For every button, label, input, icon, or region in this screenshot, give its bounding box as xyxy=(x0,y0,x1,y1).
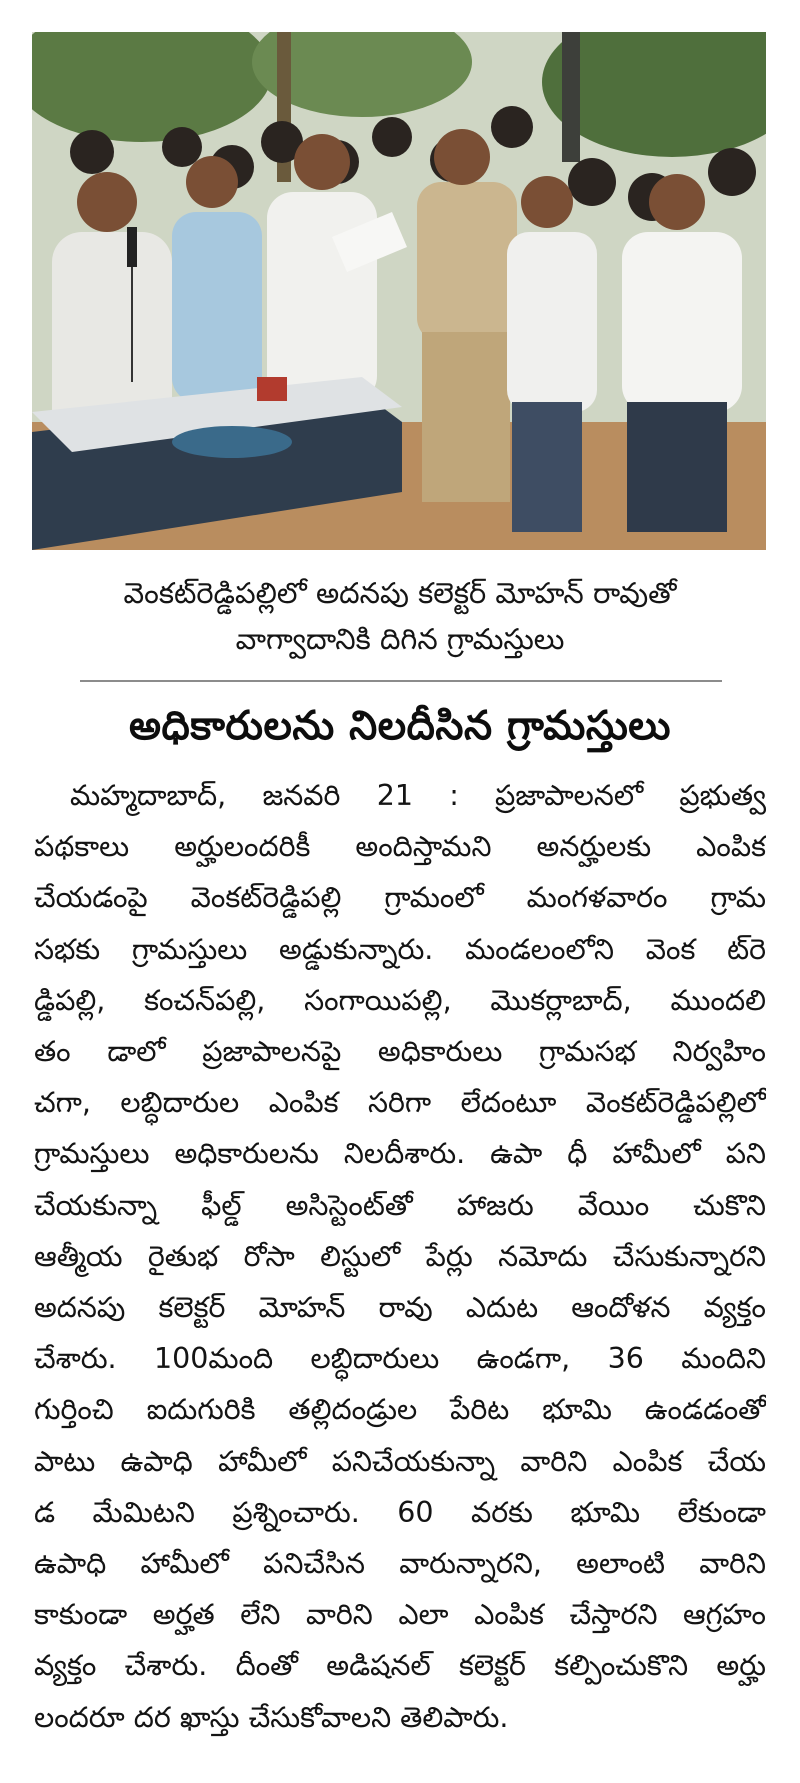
person-checked-shirt xyxy=(507,232,597,412)
pole xyxy=(562,32,580,162)
article-headline: అధికారులను నిలదీసిన గ్రామస్తులు xyxy=(129,703,671,749)
article-line: మహ్మదాబాద్, జనవరి 21 : ప్రజాపాలనలో ప్రభుత్వ xyxy=(70,779,766,812)
table-cup xyxy=(257,377,287,401)
table-item xyxy=(172,426,292,458)
article-line: ఉపాధి హామీలో పనిచేసిన వారున్నారని, అలాంటి వారిని xyxy=(34,1547,766,1581)
article-line: ఆత్మీయ రైతుభ రోసా లిస్టులో పేర్లు నమోదు చేసుకున్నారని xyxy=(34,1239,766,1273)
article-line: అదనపు కలెక్టర్ మోహన్ రావు ఎదుట ఆందోళన వ్యక్తం xyxy=(34,1291,766,1325)
article-line: చగా, లబ్ధిదారుల ఎంపిక సరిగా లేదంటూ వెంకట్‌రెడ్డిపల్లిలో xyxy=(34,1086,766,1120)
article-line: లందరూ దర ఖాస్తు చేసుకోవాలని తెలిపారు. xyxy=(34,1700,509,1734)
article-line: డ్డిపల్లి, కంచన్‌పల్లి, సంగాయిపల్లి, మొకర్లాబాద్, ముందలి xyxy=(34,983,766,1017)
caption-line-1: వెంకట్‌రెడ్డిపల్లిలో అదనపు కలెక్టర్ మోహన్ రావుతో xyxy=(123,576,677,610)
person-white-shirt xyxy=(267,192,377,402)
article-line: తం డాలో ప్రజాపాలనపై అధికారులు గ్రామసభ నిర్వహిం xyxy=(34,1035,766,1069)
news-photo-illustration xyxy=(32,32,766,550)
person-jeans xyxy=(512,402,582,532)
caption-line-2: వాగ్వాదానికి దిగిన గ్రామస్తులు xyxy=(235,622,565,656)
article-line: డ మేమిటని ప్రశ్నించారు. 60 వరకు భూమి లేకుండా xyxy=(34,1495,766,1529)
police-trousers xyxy=(422,332,510,502)
article-line: పాటు ఉపాధి హామీలో పనిచేయకున్నా వారిని ఎంపిక చేయ xyxy=(34,1444,766,1478)
article-line: గుర్తించి ఐదుగురికి తల్లిదండ్రుల పేరిట భూమి ఉండడంతో xyxy=(34,1393,766,1427)
article-line: సభకు గ్రామస్తులు అడ్డుకున్నారు. మండలంలోని వెంక ట్‌రె xyxy=(34,932,766,966)
article-line: చేశారు. 100మంది లబ్ధిదారులు ఉండగా, 36 మందిని xyxy=(34,1342,766,1376)
police-uniform xyxy=(417,182,517,342)
person-right-trousers xyxy=(627,402,727,532)
article-line: కాకుండా అర్హత లేని వారిని ఎలా ఎంపిక చేస్తారని ఆగ్రహం xyxy=(34,1598,766,1632)
news-photo xyxy=(32,32,766,550)
article-line: చేయడంపై వెంకట్‌రెడ్డిపల్లి గ్రామంలో మంగళవారం గ్రామ xyxy=(34,881,766,915)
article-line: చేయకున్నా ఫీల్డ్ అసిస్టెంట్‌తో హాజరు వేయిం చుకొని xyxy=(34,1188,766,1222)
person-right-shirt xyxy=(622,232,742,412)
article-line: వ్యక్తం చేశారు. దీంతో అడిషనల్ కలెక్టర్ కల్పించుకొని అర్హు xyxy=(34,1649,766,1683)
article-line: పథకాలు అర్హులందరికీ అందిస్తామని అనర్హులకు ఎంపిక xyxy=(34,830,766,864)
photo-caption xyxy=(40,570,760,662)
person-blue-shirt xyxy=(172,212,262,402)
article-line: గ్రామస్తులు అధికారులను నిలదీశారు. ఉపా ధీ హామీలో పని xyxy=(34,1137,766,1171)
microphone-icon xyxy=(127,227,137,267)
article-body xyxy=(34,770,766,1743)
caption-divider xyxy=(80,680,722,682)
